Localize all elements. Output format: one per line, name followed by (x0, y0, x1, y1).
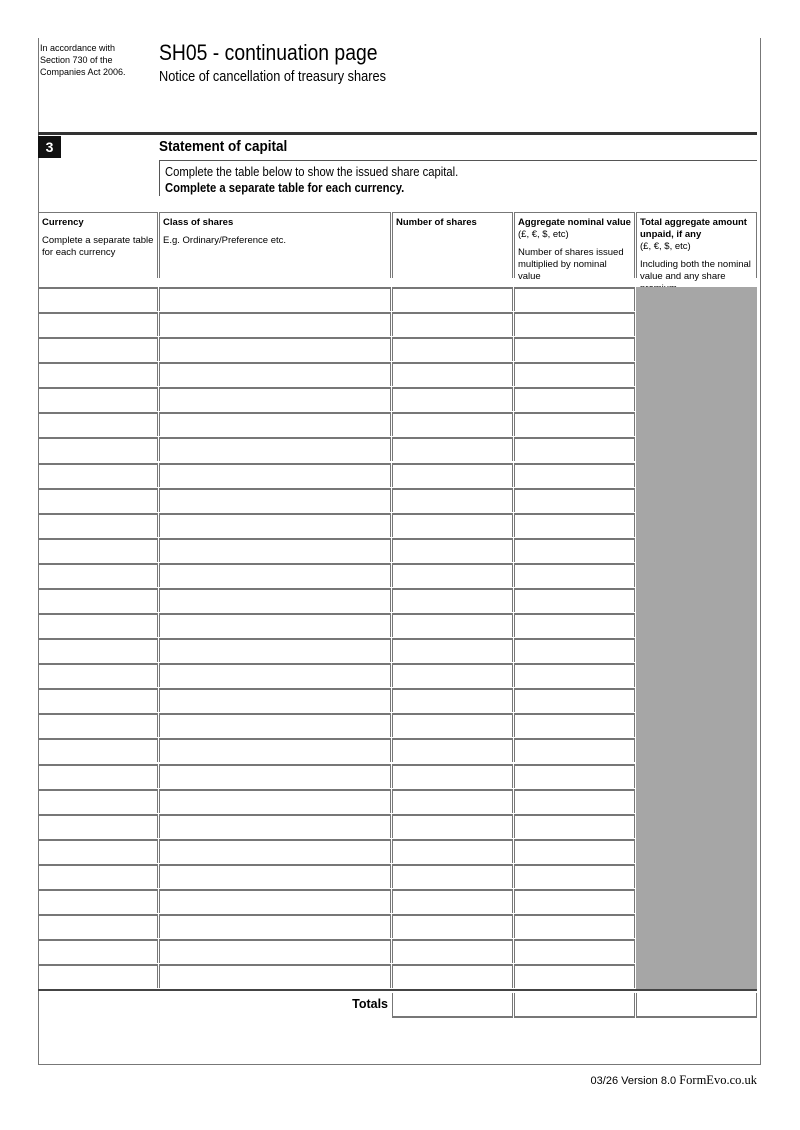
currency-cell[interactable] (38, 563, 158, 587)
total-aggregate-nominal-value-field[interactable] (514, 993, 635, 1018)
aggregate-nominal-value-cell[interactable] (514, 437, 635, 461)
aggregate-nominal-value-cell[interactable] (514, 939, 635, 963)
number-of-shares-cell[interactable] (392, 939, 513, 963)
col-note: Number of shares issued multiplied by nominal value (518, 247, 624, 282)
currency-cell[interactable] (38, 362, 158, 386)
number-of-shares-cell[interactable] (392, 463, 513, 487)
section-number: 3 (38, 136, 61, 158)
number-of-shares-cell[interactable] (392, 839, 513, 863)
class-of-shares-cell[interactable] (159, 362, 391, 386)
form-subtitle: Notice of cancellation of treasury shares (159, 69, 386, 85)
section-rule (159, 160, 757, 161)
currency-cell[interactable] (38, 839, 158, 863)
number-of-shares-cell[interactable] (392, 588, 513, 612)
class-of-shares-cell[interactable] (159, 513, 391, 537)
number-of-shares-cell[interactable] (392, 312, 513, 336)
col-header-class-of-shares (159, 212, 391, 278)
class-of-shares-cell[interactable] (159, 387, 391, 411)
number-of-shares-cell[interactable] (392, 337, 513, 361)
page-frame-right (760, 38, 761, 1065)
class-of-shares-cell[interactable] (159, 287, 391, 311)
number-of-shares-cell[interactable] (392, 663, 513, 687)
number-of-shares-cell[interactable] (392, 713, 513, 737)
currency-cell[interactable] (38, 488, 158, 512)
class-of-shares-cell[interactable] (159, 312, 391, 336)
class-of-shares-cell[interactable] (159, 588, 391, 612)
currency-cell[interactable] (38, 688, 158, 712)
aggregate-nominal-value-cell[interactable] (514, 412, 635, 436)
totals-label: Totals (352, 997, 388, 1011)
aggregate-nominal-value-cell[interactable] (514, 538, 635, 562)
number-of-shares-cell[interactable] (392, 287, 513, 311)
total-number-of-shares-field[interactable] (392, 993, 513, 1018)
footer-version: 03/26 Version 8.0 (590, 1075, 677, 1087)
class-of-shares-cell[interactable] (159, 538, 391, 562)
number-of-shares-cell[interactable] (392, 964, 513, 988)
class-of-shares-cell[interactable] (159, 839, 391, 863)
number-of-shares-cell[interactable] (392, 864, 513, 888)
currency-cell[interactable] (38, 663, 158, 687)
aggregate-nominal-value-cell[interactable] (514, 638, 635, 662)
currency-cell[interactable] (38, 638, 158, 662)
instruction-text: Complete the table below to show the issued share capital. (165, 165, 459, 179)
totals-divider (38, 989, 757, 991)
aggregate-nominal-value-cell[interactable] (514, 387, 635, 411)
legal-reference (40, 42, 150, 78)
currency-cell[interactable] (38, 337, 158, 361)
aggregate-nominal-value-cell[interactable] (514, 839, 635, 863)
col-header-number-of-shares (392, 212, 513, 278)
aggregate-nominal-value-cell[interactable] (514, 814, 635, 838)
currency-cell[interactable] (38, 864, 158, 888)
currency-cell[interactable] (38, 312, 158, 336)
currency-cell[interactable] (38, 964, 158, 988)
aggregate-nominal-value-cell[interactable] (514, 312, 635, 336)
number-of-shares-cell[interactable] (392, 387, 513, 411)
legal-ref-line: In accordance with (40, 43, 116, 53)
currency-cell[interactable] (38, 738, 158, 762)
class-of-shares-cell[interactable] (159, 663, 391, 687)
col-units: (£, €, $, etc) (640, 241, 691, 252)
currency-cell[interactable] (38, 588, 158, 612)
currency-cell[interactable] (38, 538, 158, 562)
col-note: Including both the nominal value and any share (640, 259, 751, 282)
class-of-shares-cell[interactable] (159, 437, 391, 461)
aggregate-nominal-value-cell[interactable] (514, 513, 635, 537)
currency-cell[interactable] (38, 889, 158, 913)
footer (560, 1073, 757, 1088)
col-note: Complete a separate table for each currency (42, 235, 154, 258)
class-of-shares-cell[interactable] (159, 337, 391, 361)
number-of-shares-cell[interactable] (392, 688, 513, 712)
currency-cell[interactable] (38, 513, 158, 537)
aggregate-nominal-value-cell[interactable] (514, 914, 635, 938)
aggregate-nominal-value-cell[interactable] (514, 488, 635, 512)
aggregate-nominal-value-cell[interactable] (514, 964, 635, 988)
aggregate-nominal-value-cell[interactable] (514, 287, 635, 311)
class-of-shares-cell[interactable] (159, 463, 391, 487)
number-of-shares-cell[interactable] (392, 488, 513, 512)
number-of-shares-cell[interactable] (392, 513, 513, 537)
currency-cell[interactable] (38, 463, 158, 487)
currency-cell[interactable] (38, 914, 158, 938)
aggregate-nominal-value-cell[interactable] (514, 764, 635, 788)
aggregate-nominal-value-cell[interactable] (514, 563, 635, 587)
col-header-currency (38, 212, 158, 278)
currency-cell[interactable] (38, 613, 158, 637)
currency-cell[interactable] (38, 789, 158, 813)
number-of-shares-cell[interactable] (392, 563, 513, 587)
class-of-shares-cell[interactable] (159, 764, 391, 788)
number-of-shares-cell[interactable] (392, 789, 513, 813)
class-of-shares-cell[interactable] (159, 412, 391, 436)
currency-cell[interactable] (38, 412, 158, 436)
aggregate-nominal-value-cell[interactable] (514, 889, 635, 913)
section-divider (38, 132, 757, 135)
unpaid-amount-shaded-column (636, 287, 757, 989)
class-of-shares-cell[interactable] (159, 738, 391, 762)
class-of-shares-cell[interactable] (159, 488, 391, 512)
col-heading: Total aggregate amount unpaid, if any (640, 217, 747, 240)
aggregate-nominal-value-cell[interactable] (514, 588, 635, 612)
number-of-shares-cell[interactable] (392, 889, 513, 913)
number-of-shares-cell[interactable] (392, 613, 513, 637)
number-of-shares-cell[interactable] (392, 538, 513, 562)
aggregate-nominal-value-cell[interactable] (514, 789, 635, 813)
number-of-shares-cell[interactable] (392, 437, 513, 461)
legal-ref-line: Companies Act 2006. (40, 67, 126, 77)
page-frame-bottom (38, 1064, 761, 1065)
aggregate-nominal-value-cell[interactable] (514, 738, 635, 762)
col-heading: Currency (42, 217, 84, 228)
number-of-shares-cell[interactable] (392, 764, 513, 788)
section-title: Statement of capital (159, 138, 288, 155)
class-of-shares-cell[interactable] (159, 914, 391, 938)
aggregate-nominal-value-cell[interactable] (514, 337, 635, 361)
col-units: (£, €, $, etc) (518, 229, 569, 240)
currency-cell[interactable] (38, 437, 158, 461)
col-heading: Number of shares (396, 217, 477, 228)
col-header-aggregate-nominal-value (514, 212, 635, 282)
aggregate-nominal-value-cell[interactable] (514, 713, 635, 737)
class-of-shares-cell[interactable] (159, 638, 391, 662)
instruction-bold-text: Complete a separate table for each currency. (165, 181, 405, 195)
class-of-shares-cell[interactable] (159, 814, 391, 838)
currency-cell[interactable] (38, 939, 158, 963)
currency-cell[interactable] (38, 814, 158, 838)
number-of-shares-cell[interactable] (392, 738, 513, 762)
aggregate-nominal-value-cell[interactable] (514, 663, 635, 687)
currency-cell[interactable] (38, 287, 158, 311)
instruction-rule (159, 160, 160, 196)
aggregate-nominal-value-cell[interactable] (514, 864, 635, 888)
currency-cell[interactable] (38, 713, 158, 737)
col-heading: Aggregate nominal value (518, 217, 631, 228)
number-of-shares-cell[interactable] (392, 362, 513, 386)
class-of-shares-cell[interactable] (159, 964, 391, 988)
col-header-total-unpaid (636, 212, 757, 282)
class-of-shares-cell[interactable] (159, 889, 391, 913)
footer-brand: FormEvo.co.uk (679, 1073, 757, 1087)
col-heading: Class of shares (163, 217, 234, 228)
total-unpaid-amount-field[interactable] (636, 993, 757, 1018)
class-of-shares-cell[interactable] (159, 864, 391, 888)
currency-cell[interactable] (38, 387, 158, 411)
class-of-shares-cell[interactable] (159, 713, 391, 737)
form-title: SH05 - continuation page (159, 40, 378, 65)
number-of-shares-cell[interactable] (392, 814, 513, 838)
aggregate-nominal-value-cell[interactable] (514, 362, 635, 386)
currency-cell[interactable] (38, 764, 158, 788)
class-of-shares-cell[interactable] (159, 939, 391, 963)
class-of-shares-cell[interactable] (159, 613, 391, 637)
aggregate-nominal-value-cell[interactable] (514, 613, 635, 637)
legal-ref-line: Section 730 of the (40, 55, 113, 65)
number-of-shares-cell[interactable] (392, 914, 513, 938)
col-note: E.g. Ordinary/Preference etc. (163, 235, 287, 246)
aggregate-nominal-value-cell[interactable] (514, 463, 635, 487)
class-of-shares-cell[interactable] (159, 563, 391, 587)
class-of-shares-cell[interactable] (159, 688, 391, 712)
number-of-shares-cell[interactable] (392, 638, 513, 662)
aggregate-nominal-value-cell[interactable] (514, 688, 635, 712)
number-of-shares-cell[interactable] (392, 412, 513, 436)
class-of-shares-cell[interactable] (159, 789, 391, 813)
